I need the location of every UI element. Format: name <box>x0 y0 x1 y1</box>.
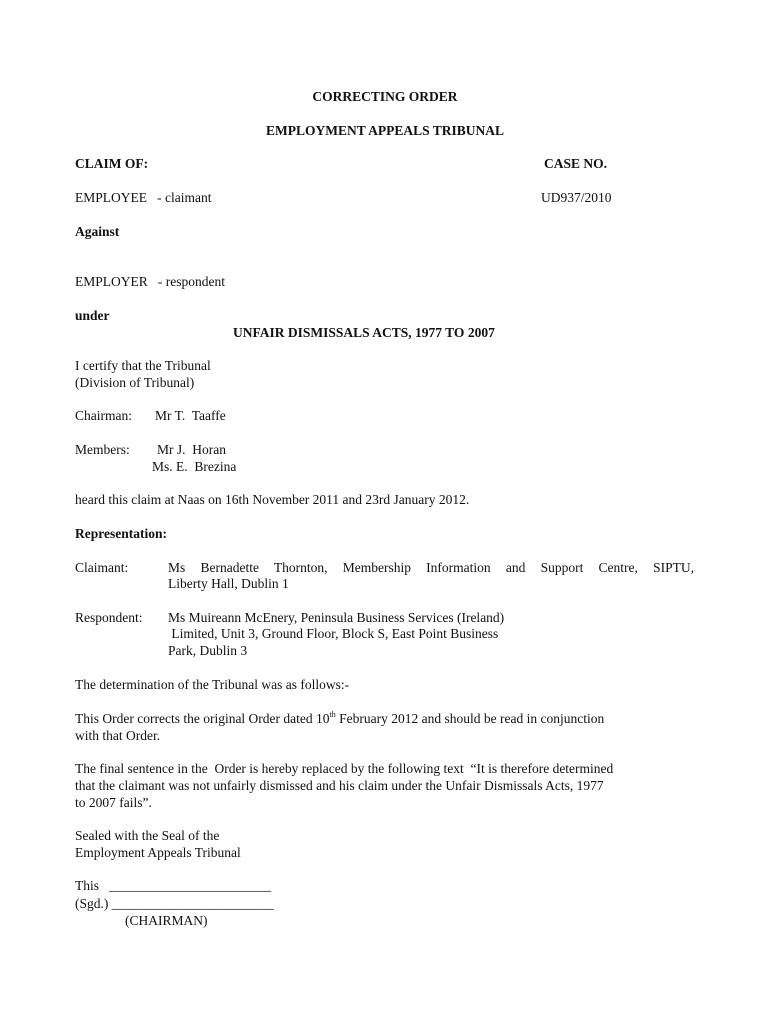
heard-statement: heard this claim at Naas on 16th November 2011 and 23rd January 2012. <box>75 492 470 507</box>
respondent-rep-line-2: Limited, Unit 3, Ground Floor, Block S, East Point Business <box>168 626 499 641</box>
representation-heading: Representation: <box>75 526 167 541</box>
case-no-label: CASE NO. <box>544 156 608 171</box>
employee-claimant: EMPLOYEE - claimant <box>75 190 212 205</box>
ordinal-suffix: th <box>329 709 336 719</box>
acts-heading: UNFAIR DISMISSALS ACTS, 1977 TO 2007 <box>233 325 495 340</box>
chairman-signature-label: (CHAIRMAN) <box>125 913 208 928</box>
correction-text-a: This Order corrects the original Order dated 10 <box>75 711 330 726</box>
this-signature-line: This ________________________ <box>75 878 272 893</box>
respondent-rep-line-3: Park, Dublin 3 <box>168 643 248 658</box>
replacement-paragraph-line-2: that the claimant was not unfairly dismissed and his claim under the Unfair Dismissals Acts, 1977 <box>75 778 604 793</box>
respondent-rep-label: Respondent: <box>75 610 143 625</box>
certify-line-2: (Division of Tribunal) <box>75 375 195 390</box>
chairman-label: Chairman: <box>75 408 132 423</box>
seal-line-2: Employment Appeals Tribunal <box>75 845 241 860</box>
certify-line-1: I certify that the Tribunal <box>75 358 211 373</box>
claimant-rep-label: Claimant: <box>75 560 129 575</box>
against-label: Against <box>75 224 120 239</box>
correction-paragraph-line-2: with that Order. <box>75 728 161 743</box>
replacement-paragraph-line-3: to 2007 fails”. <box>75 795 152 810</box>
chairman-name: Mr T. Taaffe <box>155 408 226 423</box>
claimant-rep-line-2: Liberty Hall, Dublin 1 <box>168 576 289 591</box>
correction-text-b: February 2012 and should be read in conjunction <box>335 711 605 726</box>
document-title: CORRECTING ORDER <box>312 89 458 104</box>
member-1-name: Mr J. Horan <box>157 442 226 457</box>
replacement-paragraph-line-1: The final sentence in the Order is hereby replaced by the following text “It is therefore determined <box>75 761 614 776</box>
determination-intro: The determination of the Tribunal was as follows:- <box>75 677 350 692</box>
respondent-rep-line-1: Ms Muireann McEnery, Peninsula Business Services (Ireland) <box>168 610 505 625</box>
under-label: under <box>75 308 110 323</box>
employer-respondent: EMPLOYER - respondent <box>75 274 225 289</box>
member-2-name: Ms. E. Brezina <box>152 459 237 474</box>
case-number: UD937/2010 <box>541 190 612 205</box>
claimant-rep-line-1: Ms Bernadette Thornton, Membership Information and Support Centre, SIPTU, <box>168 560 694 575</box>
tribunal-name: EMPLOYMENT APPEALS TRIBUNAL <box>265 123 505 138</box>
seal-line-1: Sealed with the Seal of the <box>75 828 220 843</box>
correction-paragraph-line-1 <box>75 711 604 727</box>
members-label: Members: <box>75 442 130 457</box>
sgd-signature-line: (Sgd.) ________________________ <box>75 896 274 911</box>
claim-of-label: CLAIM OF: <box>75 156 149 171</box>
